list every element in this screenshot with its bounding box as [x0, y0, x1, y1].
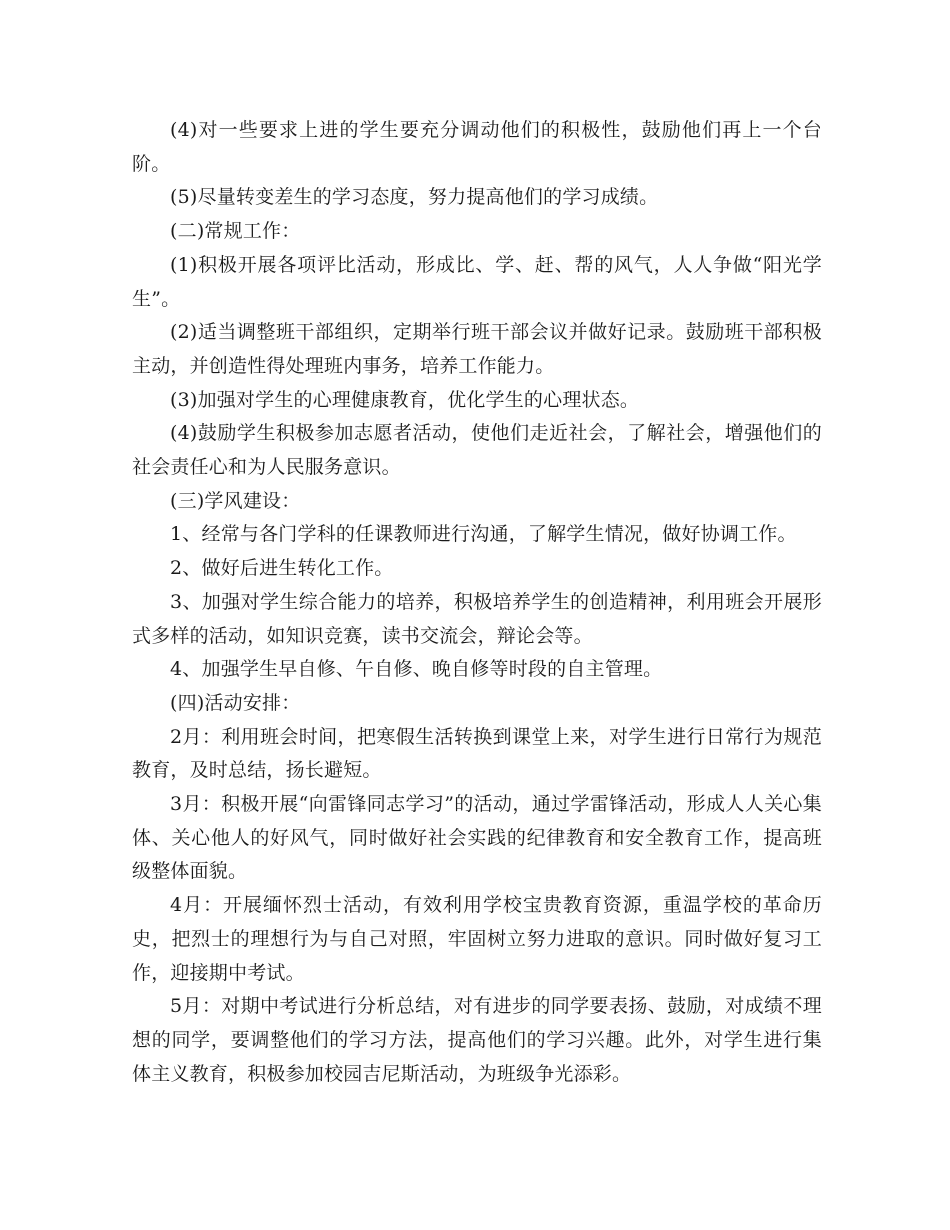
paragraph-improve-weak-students: (5)尽量转变差生的学习态度，努力提高他们的学习成绩。: [170, 186, 659, 209]
paragraph-april: 4月：开展缅怀烈士活动，有效利用学校宝贵教育资源，重温学校的革命历史，把烈士的理想行为与自己对照，牢固树立努力进取的意识。同时做好复习工作，迎接期中考试。: [132, 894, 822, 984]
paragraph-may: 5月：对期中考试进行分析总结，对有进步的同学要表扬、鼓励，对成绩不理想的同学，要调整他们的学习方法，提高他们的学习兴趣。此外，对学生进行集体主义教育，积极参加校园吉尼斯活动，为班级争光添彩。: [132, 995, 822, 1085]
paragraph-mental-health: (3)加强对学生的心理健康教育，优化学生的心理状态。: [170, 388, 640, 411]
section-heading-activity-schedule: (四)活动安排：: [170, 691, 301, 714]
section-heading-study-style: (三)学风建设：: [170, 489, 301, 512]
paragraph-struggling-students: 2、做好后进生转化工作。: [170, 557, 394, 580]
paragraph-teacher-communication: 1、经常与各门学科的任课教师进行沟通，了解学生情况，做好协调工作。: [170, 523, 797, 546]
document-body: [132, 114, 822, 1091]
paragraph-evaluation-activities: (1)积极开展各项评比活动，形成比、学、赶、帮的风气，人人争做“阳光学生”。: [132, 253, 822, 310]
paragraph-march: 3月：积极开展“向雷锋同志学习”的活动，通过学雷锋活动，形成人人关心集体、关心他人的好风气，同时做好社会实践的纪律教育和安全教育工作，提高班级整体面貌。: [132, 793, 822, 883]
paragraph-comprehensive-ability: 3、加强对学生综合能力的培养，积极培养学生的创造精神，利用班会开展形式多样的活动，如知识竞赛，读书交流会，辩论会等。: [132, 590, 822, 647]
paragraph-encourage-motivated: (4)对一些要求上进的学生要充分调动他们的积极性，鼓励他们再上一个台阶。: [132, 119, 822, 175]
paragraph-class-cadres: (2)适当调整班干部组织，定期举行班干部会议并做好记录。鼓励班干部积极主动，并创造性得处理班内事务，培养工作能力。: [132, 321, 822, 377]
paragraph-february: 2月：利用班会时间，把寒假生活转换到课堂上来，对学生进行日常行为规范教育，及时总结，扬长避短。: [132, 725, 822, 782]
paragraph-self-study-management: 4、加强学生早自修、午自修、晚自修等时段的自主管理。: [170, 658, 663, 681]
paragraph-volunteer-activities: (4)鼓励学生积极参加志愿者活动，使他们走近社会，了解社会，增强他们的社会责任心和为人民服务意识。: [132, 422, 822, 479]
section-heading-routine-work: (二)常规工作：: [170, 220, 301, 243]
